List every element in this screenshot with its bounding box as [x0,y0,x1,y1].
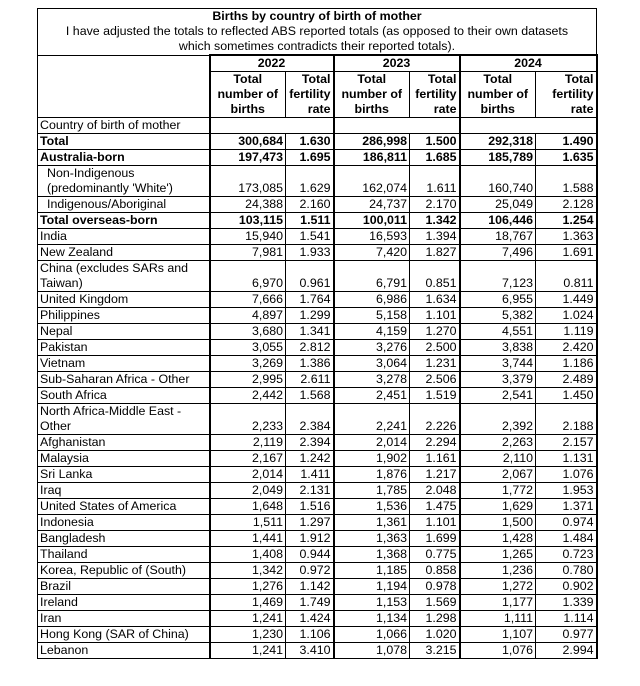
births-cell-23: 6,986 [334,292,410,308]
fertility-cell-23: 1.634 [410,292,460,308]
table-row [38,292,597,308]
births-cell-22: 103,115 [210,213,286,229]
fertility-header: rate [286,102,334,118]
empty-cell [334,166,410,182]
fertility-cell-22: 2.384 [286,419,334,435]
births-cell-22: 197,473 [210,150,286,166]
row-label-sub-saharan-africa-other: Sub-Saharan Africa - Other [38,372,210,388]
row-label-non-indigenous: (predominantly 'White') [38,181,210,197]
table-row [38,643,597,659]
births-cell-23: 1,368 [334,547,410,563]
births-header: Total [334,72,410,88]
row-label-iraq: Iraq [38,483,210,499]
births-cell-23: 5,158 [334,308,410,324]
births-cell-23: 2,241 [334,419,410,435]
empty-cell [410,166,460,182]
births-cell-24: 1,272 [460,579,536,595]
fertility-cell-23: 1.475 [410,499,460,515]
births-cell-23: 1,785 [334,483,410,499]
table-row [38,372,597,388]
row-label-china-excludes-sars-and: Taiwan) [38,276,210,292]
fertility-header: Total [536,72,597,88]
fertility-cell-22: 0.961 [286,276,334,292]
table-row [38,245,597,261]
row-label-vietnam: Vietnam [38,356,210,372]
table-row [38,627,597,643]
empty-cell [210,261,286,277]
births-table [37,8,598,659]
row-label-north-africa-middle-east: North Africa-Middle East - [38,404,210,420]
year-header-2023: 2023 [334,55,460,72]
fertility-cell-24: 1.484 [536,531,597,547]
births-cell-23: 6,791 [334,276,410,292]
row-label-united-states-of-america: United States of America [38,499,210,515]
births-cell-23: 4,159 [334,324,410,340]
births-cell-24: 7,123 [460,276,536,292]
births-cell-24: 106,446 [460,213,536,229]
births-cell-23: 1,363 [334,531,410,547]
fertility-cell-23: 1.827 [410,245,460,261]
empty-cell [460,404,536,420]
fertility-cell-22: 1.629 [286,181,334,197]
table-row [38,324,597,340]
empty-cell [210,166,286,182]
births-cell-22: 1,648 [210,499,286,515]
row-label-total: Total [38,134,210,150]
table-title: Births by country of birth of mother [38,9,597,25]
table-row [38,515,597,531]
fertility-cell-24: 1.490 [536,134,597,150]
table-row [38,134,597,150]
row-label-india: India [38,229,210,245]
births-header: number of [210,87,286,102]
fertility-cell-22: 1.106 [286,627,334,643]
fertility-header: Total [286,72,334,88]
row-label-afghanistan: Afghanistan [38,435,210,451]
births-cell-22: 1,342 [210,563,286,579]
births-cell-22: 1,408 [210,547,286,563]
table-row [38,166,597,182]
births-cell-24: 2,392 [460,419,536,435]
row-label-iran: Iran [38,611,210,627]
fertility-cell-23: 2.294 [410,435,460,451]
table-subtitle-line-1: I have adjusted the totals to reflected ABS reported totals (as opposed to their own datasets [38,24,597,39]
fertility-cell-23: 1.101 [410,308,460,324]
births-header: Total [210,72,286,88]
empty-cell [460,166,536,182]
row-label-malaysia: Malaysia [38,451,210,467]
births-cell-24: 2,263 [460,435,536,451]
fertility-header: fertility [410,87,460,102]
row-label-philippines: Philippines [38,308,210,324]
row-label-south-africa: South Africa [38,388,210,404]
births-cell-24: 1,772 [460,483,536,499]
births-cell-23: 1,194 [334,579,410,595]
fertility-cell-23: 0.978 [410,579,460,595]
fertility-cell-22: 1.516 [286,499,334,515]
fertility-cell-24: 1.371 [536,499,597,515]
births-cell-24: 18,767 [460,229,536,245]
fertility-cell-22: 1.341 [286,324,334,340]
row-label-lebanon: Lebanon [38,643,210,659]
fertility-cell-23: 2.048 [410,483,460,499]
fertility-cell-24: 2.157 [536,435,597,451]
fertility-cell-24: 1.114 [536,611,597,627]
fertility-cell-23: 2.506 [410,372,460,388]
births-cell-24: 1,076 [460,643,536,659]
fertility-cell-23: 1.231 [410,356,460,372]
births-table-document [37,8,596,659]
fertility-cell-24: 1.076 [536,467,597,483]
fertility-cell-24: 1.254 [536,213,597,229]
fertility-cell-23: 3.215 [410,643,460,659]
row-label-nepal: Nepal [38,324,210,340]
births-header: births [460,102,536,118]
births-cell-22: 3,055 [210,340,286,356]
fertility-cell-23: 1.699 [410,531,460,547]
births-cell-22: 7,981 [210,245,286,261]
fertility-cell-23: 1.020 [410,627,460,643]
births-cell-23: 2,014 [334,435,410,451]
births-cell-24: 1,177 [460,595,536,611]
year-header-2024: 2024 [460,55,597,72]
table-row [38,181,597,197]
fertility-cell-22: 2.611 [286,372,334,388]
births-cell-24: 6,955 [460,292,536,308]
births-cell-24: 1,629 [460,499,536,515]
births-header: number of [334,87,410,102]
fertility-cell-24: 1.635 [536,150,597,166]
fertility-cell-24: 1.588 [536,181,597,197]
fertility-cell-23: 1.161 [410,451,460,467]
row-label-indonesia: Indonesia [38,515,210,531]
births-cell-22: 7,666 [210,292,286,308]
births-cell-22: 173,085 [210,181,286,197]
table-row [38,579,597,595]
births-cell-22: 300,684 [210,134,286,150]
fertility-cell-23: 1.342 [410,213,460,229]
births-cell-23: 286,998 [334,134,410,150]
fertility-cell-23: 2.226 [410,419,460,435]
fertility-cell-23: 0.851 [410,276,460,292]
births-header: births [334,102,410,118]
table-row [38,276,597,292]
births-cell-23: 100,011 [334,213,410,229]
births-cell-24: 2,110 [460,451,536,467]
fertility-cell-22: 2.394 [286,435,334,451]
fertility-cell-22: 1.749 [286,595,334,611]
fertility-cell-24: 1.339 [536,595,597,611]
births-cell-23: 2,451 [334,388,410,404]
births-cell-24: 3,744 [460,356,536,372]
births-cell-23: 186,811 [334,150,410,166]
fertility-header: rate [410,102,460,118]
row-label-ireland: Ireland [38,595,210,611]
fertility-cell-22: 1.424 [286,611,334,627]
fertility-cell-24: 2.489 [536,372,597,388]
table-row [38,308,597,324]
fertility-cell-24: 0.902 [536,579,597,595]
fertility-cell-22: 1.242 [286,451,334,467]
row-label-hong-kong-sar-of-china: Hong Kong (SAR of China) [38,627,210,643]
row-label-bangladesh: Bangladesh [38,531,210,547]
fertility-cell-24: 0.811 [536,276,597,292]
fertility-cell-22: 0.972 [286,563,334,579]
fertility-cell-23: 1.685 [410,150,460,166]
empty-cell [410,261,460,277]
fertility-cell-24: 2.994 [536,643,597,659]
table-row [38,595,597,611]
births-cell-23: 24,737 [334,197,410,213]
births-cell-24: 1,428 [460,531,536,547]
table-row [38,340,597,356]
fertility-cell-24: 0.780 [536,563,597,579]
table-row [38,435,597,451]
fertility-cell-24: 1.119 [536,324,597,340]
births-cell-24: 1,236 [460,563,536,579]
table-row [38,229,597,245]
fertility-cell-22: 0.944 [286,547,334,563]
table-row [38,547,597,563]
births-cell-23: 1,078 [334,643,410,659]
births-cell-23: 1,153 [334,595,410,611]
births-cell-24: 2,067 [460,467,536,483]
empty-cell [334,404,410,420]
births-cell-23: 16,593 [334,229,410,245]
row-label-indigenous-aboriginal: Indigenous/Aboriginal [38,197,210,213]
fertility-cell-24: 1.024 [536,308,597,324]
births-cell-22: 1,276 [210,579,286,595]
fertility-cell-22: 1.142 [286,579,334,595]
births-cell-22: 1,241 [210,643,286,659]
births-cell-22: 15,940 [210,229,286,245]
births-cell-24: 160,740 [460,181,536,197]
table-row [38,388,597,404]
fertility-header: rate [536,102,597,118]
fertility-cell-22: 1.299 [286,308,334,324]
fertility-cell-22: 2.131 [286,483,334,499]
empty-cell [410,404,460,420]
table-row [38,213,597,229]
row-label-united-kingdom: United Kingdom [38,292,210,308]
fertility-cell-24: 0.723 [536,547,597,563]
fertility-cell-22: 1.386 [286,356,334,372]
table-row [38,197,597,213]
table-row [38,419,597,435]
births-cell-22: 2,442 [210,388,286,404]
births-cell-24: 1,107 [460,627,536,643]
fertility-cell-22: 1.568 [286,388,334,404]
table-row [38,261,597,277]
fertility-cell-23: 1.611 [410,181,460,197]
births-cell-23: 162,074 [334,181,410,197]
births-cell-22: 1,441 [210,531,286,547]
fertility-cell-22: 2.160 [286,197,334,213]
births-cell-22: 2,049 [210,483,286,499]
table-row [38,404,597,420]
row-label-north-africa-middle-east: Other [38,419,210,435]
births-cell-22: 3,269 [210,356,286,372]
births-cell-22: 1,469 [210,595,286,611]
births-cell-24: 2,541 [460,388,536,404]
fertility-cell-23: 2.170 [410,197,460,213]
births-cell-22: 24,388 [210,197,286,213]
births-header: Total [460,72,536,88]
fertility-cell-22: 1.933 [286,245,334,261]
births-cell-22: 2,995 [210,372,286,388]
births-cell-24: 1,111 [460,611,536,627]
fertility-cell-24: 1.131 [536,451,597,467]
fertility-cell-23: 0.775 [410,547,460,563]
births-cell-23: 3,278 [334,372,410,388]
fertility-cell-23: 1.569 [410,595,460,611]
table-row [38,499,597,515]
table-row [38,483,597,499]
fertility-cell-22: 1.912 [286,531,334,547]
births-cell-23: 3,276 [334,340,410,356]
empty-cell [536,166,597,182]
empty-cell [536,261,597,277]
fertility-cell-24: 0.977 [536,627,597,643]
births-cell-22: 6,970 [210,276,286,292]
table-subtitle-line-2: which sometimes contradicts their reported totals). [38,39,597,55]
row-label-new-zealand: New Zealand [38,245,210,261]
empty-cell [286,404,334,420]
empty-cell [286,261,334,277]
fertility-cell-24: 2.128 [536,197,597,213]
fertility-cell-22: 1.511 [286,213,334,229]
births-cell-22: 3,680 [210,324,286,340]
births-cell-23: 1,134 [334,611,410,627]
fertility-cell-23: 0.858 [410,563,460,579]
fertility-cell-22: 2.812 [286,340,334,356]
fertility-cell-23: 2.500 [410,340,460,356]
fertility-cell-24: 2.188 [536,419,597,435]
births-cell-22: 4,897 [210,308,286,324]
empty-cell [460,261,536,277]
births-cell-22: 2,233 [210,419,286,435]
fertility-cell-23: 1.394 [410,229,460,245]
fertility-cell-23: 1.500 [410,134,460,150]
fertility-header: fertility [536,87,597,102]
fertility-cell-24: 1.691 [536,245,597,261]
table-row [38,531,597,547]
row-label-china-excludes-sars-and: China (excludes SARs and [38,261,210,277]
row-label-australia-born: Australia-born [38,150,210,166]
row-label-pakistan: Pakistan [38,340,210,356]
fertility-cell-24: 1.186 [536,356,597,372]
fertility-cell-22: 1.297 [286,515,334,531]
fertility-cell-23: 1.519 [410,388,460,404]
births-cell-24: 3,379 [460,372,536,388]
fertility-header: Total [410,72,460,88]
table-row [38,150,597,166]
births-cell-24: 292,318 [460,134,536,150]
births-cell-23: 1,185 [334,563,410,579]
fertility-cell-23: 1.270 [410,324,460,340]
births-cell-24: 7,496 [460,245,536,261]
fertility-cell-24: 2.420 [536,340,597,356]
fertility-cell-23: 1.101 [410,515,460,531]
fertility-cell-22: 1.541 [286,229,334,245]
fertility-cell-22: 1.411 [286,467,334,483]
fertility-header: fertility [286,87,334,102]
fertility-cell-24: 1.449 [536,292,597,308]
table-row [38,611,597,627]
fertility-cell-22: 1.695 [286,150,334,166]
row-header-label: Country of birth of mother [38,118,210,134]
births-cell-24: 1,265 [460,547,536,563]
row-label-sri-lanka: Sri Lanka [38,467,210,483]
births-cell-24: 4,551 [460,324,536,340]
row-label-brazil: Brazil [38,579,210,595]
births-cell-24: 3,838 [460,340,536,356]
births-cell-24: 1,500 [460,515,536,531]
table-row [38,467,597,483]
row-label-korea-republic-of-south: Korea, Republic of (South) [38,563,210,579]
empty-cell [334,261,410,277]
fertility-cell-24: 0.974 [536,515,597,531]
empty-cell [286,166,334,182]
fertility-cell-22: 1.630 [286,134,334,150]
births-cell-22: 1,241 [210,611,286,627]
births-cell-22: 2,167 [210,451,286,467]
births-cell-23: 1,876 [334,467,410,483]
fertility-cell-22: 1.764 [286,292,334,308]
fertility-cell-23: 1.298 [410,611,460,627]
births-cell-22: 2,119 [210,435,286,451]
empty-cell [536,404,597,420]
fertility-cell-24: 1.450 [536,388,597,404]
births-cell-24: 185,789 [460,150,536,166]
births-cell-22: 1,511 [210,515,286,531]
row-label-total-overseas-born: Total overseas-born [38,213,210,229]
births-cell-24: 5,382 [460,308,536,324]
fertility-cell-22: 3.410 [286,643,334,659]
row-label-non-indigenous: Non-Indigenous [38,166,210,182]
births-cell-22: 1,230 [210,627,286,643]
fertility-cell-24: 1.363 [536,229,597,245]
births-cell-23: 3,064 [334,356,410,372]
fertility-cell-23: 1.217 [410,467,460,483]
births-cell-22: 2,014 [210,467,286,483]
table-row [38,356,597,372]
births-cell-23: 1,066 [334,627,410,643]
births-cell-23: 1,902 [334,451,410,467]
births-cell-23: 1,361 [334,515,410,531]
table-row [38,451,597,467]
births-header: births [210,102,286,118]
empty-cell [210,404,286,420]
table-row [38,563,597,579]
births-header: number of [460,87,536,102]
births-cell-23: 7,420 [334,245,410,261]
births-cell-24: 25,049 [460,197,536,213]
row-label-thailand: Thailand [38,547,210,563]
births-cell-23: 1,536 [334,499,410,515]
year-header-2022: 2022 [210,55,334,72]
fertility-cell-24: 1.953 [536,483,597,499]
